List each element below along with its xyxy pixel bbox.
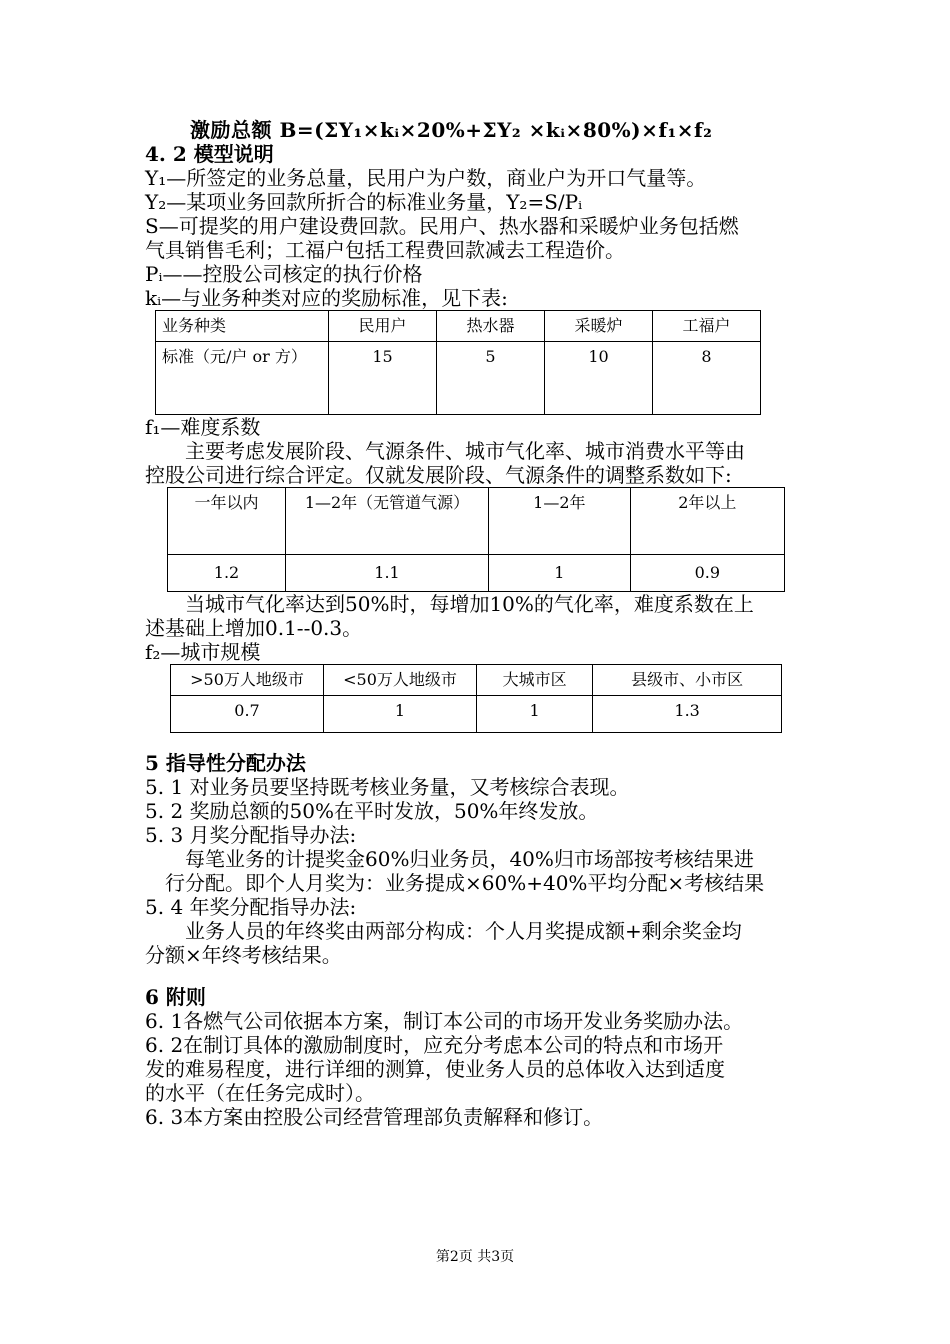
section-6-1: 6. 1各燃气公司依据本方案，制订本公司的市场开发业务奖励办法。 — [145, 1009, 744, 1033]
s-definition-line-2: 气具销售毛利；工福户包括工程费回款减去工程造价。 — [145, 238, 625, 262]
table-row — [156, 342, 761, 415]
table-cell: 热水器 — [437, 311, 545, 342]
table-cell: 1.3 — [593, 696, 782, 733]
k-definition: kᵢ—与业务种类对应的奖励标准，见下表: — [145, 286, 508, 310]
table-cell: 县级市、小市区 — [593, 665, 782, 696]
section-5-4: 5. 4 年奖分配指导办法: — [145, 895, 357, 919]
section-5-3-body-line-2: 行分配。即个人月奖为：业务提成×60%+40%平均分配×考核结果 — [165, 871, 765, 895]
table-row — [171, 696, 782, 733]
table-cell: 15 — [329, 342, 437, 415]
section-5-2: 5. 2 奖励总额的50%在平时发放，50%年终发放。 — [145, 799, 599, 823]
table-cell: 1—2年（无管道气源） — [286, 488, 489, 555]
section-5-4-body-line-2: 分额×年终考核结果。 — [145, 943, 342, 967]
table-cell: 一年以内 — [168, 488, 286, 555]
table-cell: 民用户 — [329, 311, 437, 342]
gas-rate-line-2: 述基础上增加0.1--0.3。 — [145, 616, 363, 640]
section-6-2-line-2: 发的难易程度，进行详细的测算，使业务人员的总体收入达到适度 — [145, 1057, 725, 1081]
section-6-2-line-3: 的水平（在任务完成时）。 — [145, 1081, 375, 1105]
section-5-3: 5. 3 月奖分配指导办法: — [145, 823, 357, 847]
section-4-2-title: 4. 2 模型说明 — [145, 142, 274, 166]
s-definition-line-1: S—可提奖的用户建设费回款。民用户、热水器和采暖炉业务包括燃 — [145, 214, 739, 238]
table-cell: 1 — [489, 555, 631, 592]
table-cell: 2年以上 — [630, 488, 784, 555]
table-row — [171, 665, 782, 696]
section-5-1: 5. 1 对业务员要坚持既考核业务量，又考核综合表现。 — [145, 775, 630, 799]
table-cell: 1.1 — [286, 555, 489, 592]
f2-definition: f₂—城市规模 — [145, 640, 261, 664]
table-cell: <50万人地级市 — [324, 665, 477, 696]
table-cell: 10 — [545, 342, 653, 415]
table-cell: 0.9 — [630, 555, 784, 592]
page-footer: 第2页 共3页 — [435, 1249, 515, 1265]
incentive-formula: 激励总额 B=(ΣY₁×kᵢ×20%+ΣY₂ ×kᵢ×80%)×f₁×f₂ — [190, 118, 713, 142]
table-cell: 1—2年 — [489, 488, 631, 555]
table-row — [168, 555, 785, 592]
f1-coefficient-table — [167, 487, 785, 592]
table-row — [156, 311, 761, 342]
section-5-title: 5 指导性分配办法 — [145, 751, 306, 775]
section-6-3: 6. 3本方案由控股公司经营管理部负责解释和修订。 — [145, 1105, 604, 1129]
table-row — [168, 488, 785, 555]
table-cell: 1.2 — [168, 555, 286, 592]
table-cell: 工福户 — [653, 311, 761, 342]
y2-definition: Y₂—某项业务回款所折合的标准业务量，Y₂=S/Pᵢ — [145, 190, 583, 214]
f2-city-scale-table — [170, 664, 782, 733]
f1-description-line-1: 主要考虑发展阶段、气源条件、城市气化率、城市消费水平等由 — [185, 439, 745, 463]
table-cell: >50万人地级市 — [171, 665, 324, 696]
table-cell: 5 — [437, 342, 545, 415]
y1-definition: Y₁—所签定的业务总量，民用户为户数，商业户为开口气量等。 — [145, 166, 707, 190]
gas-rate-line-1: 当城市气化率达到50%时，每增加10%的气化率，难度系数在上 — [185, 592, 754, 616]
section-5-4-body-line-1: 业务人员的年终奖由两部分构成：个人月奖提成额+剩余奖金均 — [185, 919, 742, 943]
document-page — [145, 118, 810, 1129]
table-cell: 采暖炉 — [545, 311, 653, 342]
p-definition: Pᵢ——控股公司核定的执行价格 — [145, 262, 423, 286]
section-6-title: 6 附则 — [145, 985, 206, 1009]
table-cell: 8 — [653, 342, 761, 415]
table-cell: 标准（元/户 or 方） — [156, 342, 329, 415]
f1-description-line-2: 控股公司进行综合评定。仅就发展阶段、气源条件的调整系数如下: — [145, 463, 732, 487]
f1-definition: f₁—难度系数 — [145, 415, 261, 439]
table-cell: 1 — [324, 696, 477, 733]
section-6-2-line-1: 6. 2在制订具体的激励制度时，应充分考虑本公司的特点和市场开 — [145, 1033, 724, 1057]
section-5-3-body-line-1: 每笔业务的计提奖金60%归业务员，40%归市场部按考核结果进 — [185, 847, 754, 871]
table-cell: 0.7 — [171, 696, 324, 733]
table-cell: 大城市区 — [477, 665, 593, 696]
table-cell: 业务种类 — [156, 311, 329, 342]
k-standard-table — [155, 310, 761, 415]
table-cell: 1 — [477, 696, 593, 733]
